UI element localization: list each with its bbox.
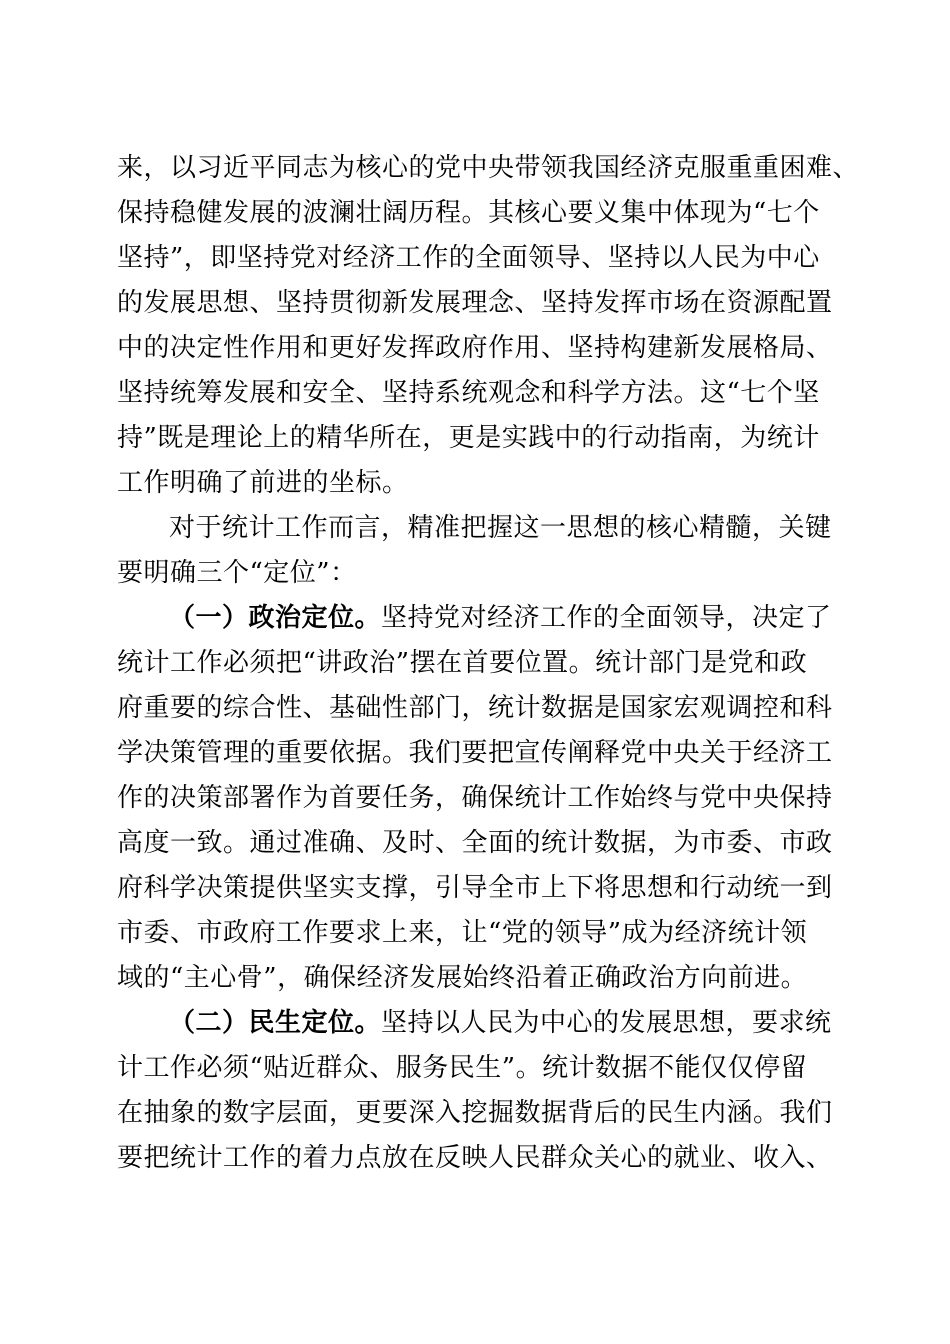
body-text-line: 的发展思想、坚持贯彻新发展理念、坚持发挥市场在资源配置 [117, 288, 833, 318]
body-text-line: 持”既是理论上的精华所在，更是实践中的行动指南，为统计 [117, 423, 820, 453]
body-text-line: 工作明确了前进的坐标。 [117, 468, 409, 498]
body-text-line: 计工作必须“贴近群众、服务民生”。统计数据不能仅仅停留 [117, 1053, 808, 1083]
body-text-line: 坚持”，即坚持党对经济工作的全面领导、坚持以人民为中心 [117, 243, 820, 273]
body-text-line: 域的“主心骨”，确保经济发展始终沿着正确政治方向前进。 [117, 963, 808, 993]
body-text-line: 学决策管理的重要依据。我们要把宣传阐释党中央关于经济工 [117, 738, 833, 768]
body-text-line: 坚持统筹发展和安全、坚持系统观念和科学方法。这“七个坚 [117, 378, 820, 408]
body-text-line: 统计工作必须把“讲政治”摆在首要位置。统计部门是党和政 [117, 648, 808, 678]
section-political-first-line [169, 598, 859, 638]
section-political-text: 坚持党对经济工作的全面领导，决定了 [381, 603, 832, 633]
body-text-line: 保持稳健发展的波澜壮阔历程。其核心要义集中体现为“七个 [117, 198, 820, 228]
body-text-line: 要明确三个“定位”： [117, 558, 357, 588]
body-text-line: 要把统计工作的着力点放在反映人民群众关心的就业、收入、 [117, 1143, 833, 1173]
body-text-line: 来，以习近平同志为核心的党中央带领我国经济克服重重困难、 [117, 153, 860, 183]
body-text-line: 府重要的综合性、基础性部门，统计数据是国家宏观调控和科 [117, 693, 833, 723]
body-text-line: 中的决定性作用和更好发挥政府作用、坚持构建新发展格局、 [117, 333, 833, 363]
body-text-line: 高度一致。通过准确、及时、全面的统计数据，为市委、市政 [117, 828, 833, 858]
body-text-line: 市委、市政府工作要求上来，让“党的领导”成为经济统计领 [117, 918, 808, 948]
section-livelihood-first-line [169, 1003, 859, 1043]
body-text-line: 作的决策部署作为首要任务，确保统计工作始终与党中央保持 [117, 783, 833, 813]
section-political-heading: （一）政治定位。 [169, 603, 382, 633]
section-livelihood-heading: （二）民生定位。 [169, 1008, 382, 1038]
paragraph-first-line: 对于统计工作而言，精准把握这一思想的核心精髓，关键 [169, 513, 832, 543]
body-text-line: 府科学决策提供坚实支撑，引导全市上下将思想和行动统一到 [117, 873, 833, 903]
section-livelihood-text: 坚持以人民为中心的发展思想，要求统 [381, 1008, 832, 1038]
body-text-line: 在抽象的数字层面，更要深入挖掘数据背后的民生内涵。我们 [117, 1098, 833, 1128]
